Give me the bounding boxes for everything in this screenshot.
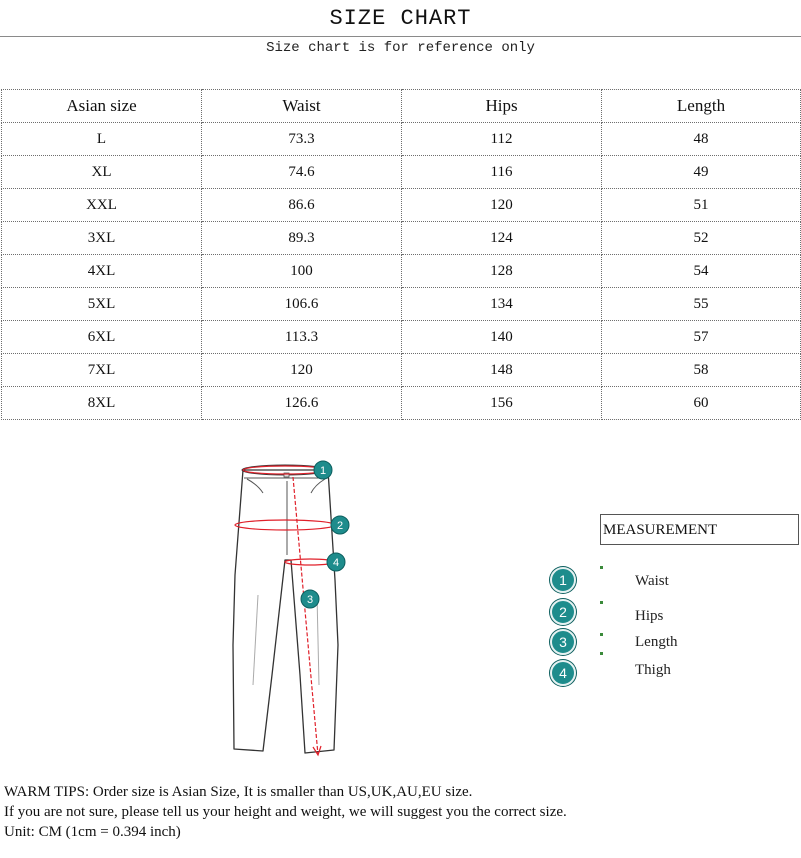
warm-tips (4, 782, 799, 842)
cell-size: 5XL (2, 288, 202, 321)
cell-size: 3XL (2, 222, 202, 255)
cell-size: 6XL (2, 321, 202, 354)
pants-diagram (225, 455, 360, 760)
cell-size: XXL (2, 189, 202, 222)
table-row (2, 156, 801, 189)
cell-length: 48 (602, 123, 801, 156)
cell-waist: 120 (202, 354, 402, 387)
cell-length: 57 (602, 321, 801, 354)
header-hips: Hips (402, 90, 602, 123)
legend-label-hips: Hips (635, 608, 664, 624)
table-row (2, 123, 801, 156)
table-row (2, 321, 801, 354)
cell-hips: 124 (402, 222, 602, 255)
cell-length: 60 (602, 387, 801, 420)
legend-mark-4 (600, 652, 603, 655)
badge-2-number: 2 (336, 520, 344, 532)
cell-hips: 140 (402, 321, 602, 354)
page-title: SIZE CHART (329, 6, 472, 31)
legend-label-thigh: Thigh (635, 662, 671, 678)
measurement-heading: MEASUREMENT (600, 514, 799, 545)
badge-4-number: 4 (332, 557, 340, 569)
cell-waist: 113.3 (202, 321, 402, 354)
cell-hips: 134 (402, 288, 602, 321)
cell-waist: 106.6 (202, 288, 402, 321)
legend-mark-1 (600, 566, 603, 569)
cell-hips: 128 (402, 255, 602, 288)
table-row (2, 222, 801, 255)
legend-badge-1: 1 (550, 567, 576, 593)
tips-line-1: WARM TIPS: Order size is Asian Size, It is smaller than US,UK,AU,EU size. (4, 784, 473, 800)
table-row (2, 387, 801, 420)
cell-waist: 100 (202, 255, 402, 288)
legend-mark-2 (600, 601, 603, 604)
cell-waist: 126.6 (202, 387, 402, 420)
cell-length: 58 (602, 354, 801, 387)
cell-length: 51 (602, 189, 801, 222)
cell-waist: 89.3 (202, 222, 402, 255)
legend-label-length: Length (635, 634, 678, 650)
pants-outline (233, 470, 338, 753)
cell-hips: 156 (402, 387, 602, 420)
cell-length: 55 (602, 288, 801, 321)
table-row (2, 255, 801, 288)
cell-length: 49 (602, 156, 801, 189)
legend-badge-4: 4 (550, 660, 576, 686)
header-length: Length (602, 90, 801, 123)
cell-hips: 120 (402, 189, 602, 222)
badge-1-number: 1 (319, 465, 327, 477)
badge-3-number: 3 (306, 594, 314, 606)
legend-mark-3 (600, 633, 603, 636)
table-row (2, 354, 801, 387)
cell-size: 8XL (2, 387, 202, 420)
cell-length: 52 (602, 222, 801, 255)
cell-hips: 116 (402, 156, 602, 189)
cell-size: 7XL (2, 354, 202, 387)
header-waist: Waist (202, 90, 402, 123)
header-asian-size: Asian size (2, 90, 202, 123)
cell-size: L (2, 123, 202, 156)
cell-size: XL (2, 156, 202, 189)
table-row (2, 288, 801, 321)
tips-line-3: Unit: CM (1cm = 0.394 inch) (4, 824, 181, 840)
cell-waist: 86.6 (202, 189, 402, 222)
cell-length: 54 (602, 255, 801, 288)
page-subtitle: Size chart is for reference only (266, 40, 535, 56)
title-divider (0, 36, 801, 37)
cell-waist: 74.6 (202, 156, 402, 189)
table-header-row (2, 90, 801, 123)
cell-hips: 112 (402, 123, 602, 156)
table-row (2, 189, 801, 222)
cell-hips: 148 (402, 354, 602, 387)
cell-size: 4XL (2, 255, 202, 288)
legend-label-waist: Waist (635, 573, 669, 589)
tips-line-2: If you are not sure, please tell us your height and weight, we will suggest you the correct size. (4, 804, 567, 820)
size-table (1, 89, 801, 420)
legend-badge-2: 2 (550, 599, 576, 625)
cell-waist: 73.3 (202, 123, 402, 156)
legend-badge-3: 3 (550, 629, 576, 655)
